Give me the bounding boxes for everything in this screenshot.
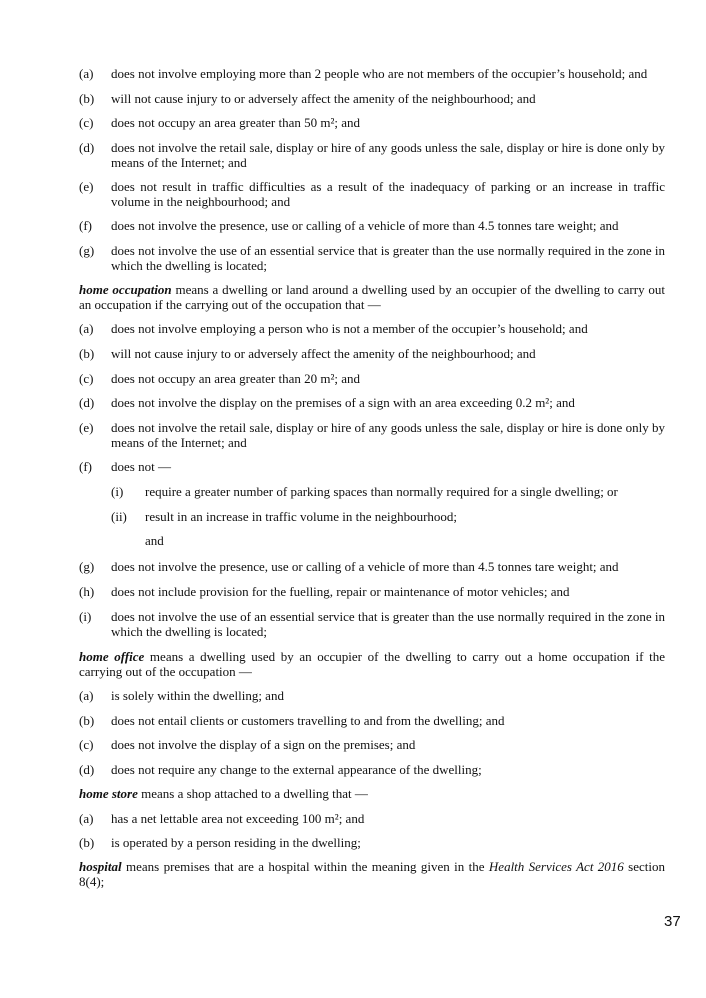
sub-item-text: require a greater number of parking spaces than normally required for a single dwelling; or: [145, 484, 618, 499]
item-text: does not include provision for the fuelling, repair or maintenance of motor vehicles; and: [111, 584, 570, 599]
list-item: [79, 321, 665, 336]
defined-term: home office: [79, 649, 145, 664]
item-text: does not entail clients or customers travelling to and from the dwelling; and: [111, 713, 505, 728]
item-label: (b): [79, 91, 95, 106]
item-text: does not involve employing a person who is not a member of the occupier’s household; and: [111, 321, 588, 336]
list-item: [79, 811, 665, 826]
list-item: [79, 371, 665, 386]
item-text: does not involve the use of an essential service that is greater than the use normally required in the zone in which the dwelling is located;: [111, 243, 665, 273]
list-item: [79, 584, 665, 599]
item-text: does not involve the display on the premises of a sign with an area exceeding 0.2 m²; and: [111, 395, 575, 410]
list-item: [79, 243, 665, 273]
item-label: (d): [79, 762, 95, 777]
item-label: (b): [79, 346, 95, 361]
item-label: (c): [79, 737, 94, 752]
sub-item-text: result in an increase in traffic volume in the neighbourhood;: [145, 509, 458, 524]
item-label: (h): [79, 584, 95, 599]
item-label: (a): [79, 321, 94, 336]
item-text: does not involve the retail sale, display or hire of any goods unless the sale, display or hire is done only by means of the Internet; and: [111, 140, 665, 170]
sub-item-label: (ii): [111, 509, 127, 524]
definition-text: means a shop attached to a dwelling that —: [137, 786, 368, 801]
item-label: (c): [79, 115, 94, 130]
item-label: (b): [79, 713, 95, 728]
list-item: [79, 218, 665, 233]
definition-text: means a dwelling or land around a dwelling used by an occupier of the dwelling to carry out an occupation if the carrying out of the occupation that —: [79, 282, 665, 312]
definition-hospital: [79, 859, 665, 889]
list-item: [79, 66, 665, 81]
item-label: (a): [79, 688, 94, 703]
list-item: [79, 346, 665, 361]
item-label: (e): [79, 179, 94, 194]
item-text: does not involve the presence, use or calling of a vehicle of more than 4.5 tonnes tare weight; and: [111, 559, 619, 574]
list-item: [79, 688, 665, 703]
list-item: [79, 420, 665, 450]
list-item: [79, 835, 665, 850]
sub-item: [111, 484, 665, 499]
item-label: (d): [79, 140, 95, 155]
item-label: (a): [79, 66, 94, 81]
list-item: [79, 179, 665, 209]
item-text: does not involve the display of a sign on the premises; and: [111, 737, 416, 752]
item-text: does not involve the retail sale, display or hire of any goods unless the sale, display or hire is done only by means of the Internet; and: [111, 420, 665, 450]
defined-term: hospital: [79, 859, 122, 874]
definition-text: section 8(4);: [79, 859, 666, 889]
item-text: does not result in traffic difficulties as a result of the inadequacy of parking or an increase in traffic volume in the neighbourhood; and: [111, 179, 665, 209]
defined-term: home store: [79, 786, 138, 801]
list-item: [79, 395, 665, 410]
item-label: (c): [79, 371, 94, 386]
item-label: (f): [79, 218, 92, 233]
list-item: [79, 737, 665, 752]
definition-text: means premises that are a hospital within the meaning given in the: [121, 859, 489, 874]
defined-term: home occupation: [79, 282, 172, 297]
item-label: (a): [79, 811, 94, 826]
item-label: (b): [79, 835, 95, 850]
item-label: (f): [79, 459, 92, 474]
list-item: [79, 762, 665, 777]
item-text: will not cause injury to or adversely affect the amenity of the neighbourhood; and: [111, 346, 536, 361]
list-item: [79, 459, 665, 474]
item-label: (d): [79, 395, 95, 410]
item-text: does not involve employing more than 2 people who are not members of the occupier’s household; and: [111, 66, 648, 81]
act-title: Health Services Act 2016: [488, 859, 624, 874]
list-item: [79, 91, 665, 106]
item-text: does not occupy an area greater than 20 m²; and: [111, 371, 360, 386]
item-text: has a net lettable area not exceeding 100 m²; and: [111, 811, 365, 826]
definition-home-occupation: [79, 282, 665, 312]
item-text: is solely within the dwelling; and: [111, 688, 284, 703]
item-text: does not require any change to the external appearance of the dwelling;: [111, 762, 482, 777]
definition-home-office: [79, 649, 665, 679]
item-text: does not —: [111, 459, 171, 474]
item-label: (i): [79, 609, 92, 624]
item-label: (g): [79, 243, 95, 258]
item-label: (g): [79, 559, 95, 574]
item-text: is operated by a person residing in the dwelling;: [111, 835, 361, 850]
list-item: [79, 713, 665, 728]
definition-text: means a dwelling used by an occupier of the dwelling to carry out a home occupation if the carrying out of the occupation —: [79, 649, 665, 679]
definition-home-store: [79, 786, 665, 801]
list-item: [79, 559, 665, 574]
item-text: does not involve the presence, use or calling of a vehicle of more than 4.5 tonnes tare weight; and: [111, 218, 619, 233]
conjunction-and: and: [145, 533, 164, 548]
page-number: 37: [664, 913, 681, 930]
sub-item-label: (i): [111, 484, 124, 499]
sub-item: [111, 509, 665, 524]
item-text: does not occupy an area greater than 50 m²; and: [111, 115, 360, 130]
item-text: will not cause injury to or adversely affect the amenity of the neighbourhood; and: [111, 91, 536, 106]
item-label: (e): [79, 420, 94, 435]
list-item: [79, 609, 665, 639]
item-text: does not involve the use of an essential service that is greater than the use normally required in the zone in which the dwelling is located;: [111, 609, 665, 639]
list-item: [79, 140, 665, 170]
list-item: [79, 115, 665, 130]
